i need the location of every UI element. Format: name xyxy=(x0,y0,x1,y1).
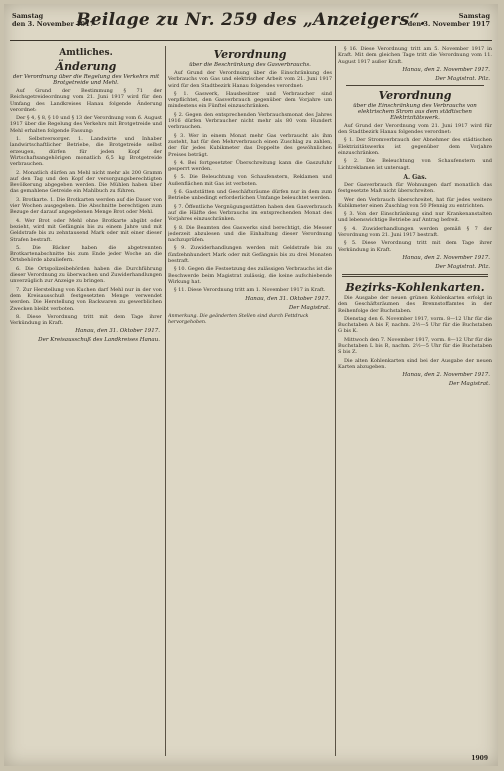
divider xyxy=(342,274,488,277)
paragraph: 2. Monatlich dürfen an Mehl nicht mehr als 200 Gramm auf den Tag und den Kopf der versorgungsberechtigten Bevölkerung abgegeben werden. Die Mühlen haben über das gemahlene Getreide ein Mahlbuch zu führen. xyxy=(10,169,162,195)
signature-authority: Der Magistrat. Pilz. xyxy=(435,75,490,82)
paragraph: § 4. Bei fortgesetzter Überschreitung kann die Gaszufuhr gesperrt werden. xyxy=(168,159,332,173)
signature-date: Hanau, den 31. Oktober 1917. xyxy=(75,328,160,335)
section-heading: Amtliches. xyxy=(59,48,113,58)
article-title: Änderung xyxy=(55,60,117,73)
paragraph: § 8. Die Beamten des Gaswerks sind berechtigt, die Messer jederzeit abzulesen und die Einhaltung dieser Verordnung nachzuprüfen. xyxy=(168,224,332,244)
paragraph: § 4. Zuwiderhandlungen werden gemäß § 7 der Verordnung vom 21. Juni 1917 bestraft. xyxy=(338,225,492,239)
paragraph: 5. Die Bäcker haben die abgetrennten Brotkartenabschnitte bis zum Ende jeder Woche an die Ortsbehörde abzuliefern. xyxy=(10,244,162,264)
paragraph: 6. Die Ortspolizeibehörden haben die Durchführung dieser Verordnung zu überwachen und Zuwiderhandlungen unverzüglich zur Anzeige zu bringen. xyxy=(10,265,162,285)
paragraph: § 9. Zuwiderhandlungen werden mit Geldstrafe bis zu fünfzehnhundert Mark oder mit Gefängnis bis zu drei Monaten bestraft. xyxy=(168,245,332,265)
paragraph: 8. Diese Verordnung tritt mit dem Tage ihrer Verkündung in Kraft. xyxy=(10,313,162,327)
paragraph: Mittwoch den 7. November 1917, vorm. 8—12 Uhr für die Buchstaben L bis R, nachm. 2½—5 Uhr für die Buchstaben S bis Z. xyxy=(338,336,492,356)
column-right xyxy=(338,46,492,758)
column-rule xyxy=(165,46,166,756)
paragraph: § 7. Öffentliche Vergnügungsstätten haben den Gasverbrauch auf die Hälfte des Verbrauchs im entsprechenden Monat des Vorjahres einzuschränken. xyxy=(168,203,332,223)
signature-date: Hanau, den 2. November 1917. xyxy=(402,372,490,379)
paragraph: Wer den Verbrauch überschreitet, hat für jedes weitere Kubikmeter einen Zuschlag von 50 Pfennig zu entrichten. xyxy=(338,196,492,209)
header-date-text-left: den 3. November 1917 xyxy=(12,20,95,28)
paragraph: 4. Wer Brot oder Mehl ohne Brotkarte abgibt oder bezieht, wird mit Gefängnis bis zu einem Jahre und mit Geldstrafe bis zu zehntausend Mark oder mit einer dieser Strafen bestraft. xyxy=(10,217,162,243)
page-header xyxy=(10,10,492,41)
article-subtitle: über die Einschränkung des Verbrauchs von elektrischem Strom aus dem städtischen Elektrizitätswerk. xyxy=(353,102,477,121)
column-rule xyxy=(335,46,336,756)
paragraph: Der Gasverbrauch für Wohnungen darf monatlich das festgesetzte Maß nicht überschreiten. xyxy=(338,181,492,195)
article-title: Bezirks-Kohlenkarten. xyxy=(345,280,485,294)
paragraph: § 3. Von der Einschränkung sind nur Krankenanstalten und lebenswichtige Betriebe auf Antrag befreit. xyxy=(338,211,492,224)
paragraph: Die alten Kohlenkarten sind bei der Ausgabe der neuen Karten abzugeben. xyxy=(338,357,492,370)
paragraph: § 5. Die Beleuchtung von Schaufenstern, Reklamen und Außenflächen mit Gas ist verboten. xyxy=(168,174,332,187)
paragraph: § 16. Diese Verordnung tritt am 5. November 1917 in Kraft. Mit dem gleichen Tage tritt die Verordnung vom 11. August 1917 außer Kraft. xyxy=(338,46,492,65)
signature-authority: Der Magistrat. xyxy=(288,304,330,311)
paragraph: § 2. Gegen den entsprechenden Verbrauchsmonat des Jahres 1916 dürfen Verbraucher nicht mehr als 80 vom Hundert verbrauchen. xyxy=(168,111,332,131)
signature-authority: Der Kreisausschuß des Landkreises Hanau. xyxy=(38,337,160,344)
article-subtitle: der Verordnung über die Regelung des Verkehrs mit Brotgetreide und Mehl. xyxy=(12,74,160,86)
paragraph: § 6. Gaststätten und Geschäftsräume dürfen nur in dem zum Betriebe unbedingt erforderlichen Umfange beleuchtet werden. xyxy=(168,189,332,202)
paragraph: Der § 4, § 8, § 10 und § 13 der Verordnung vom 6. August 1917 über die Regelung des Verkehrs mit Brotgetreide und Mehl erhalten folgende Fassung: xyxy=(10,115,162,134)
paragraph: Auf Grund der Verordnung vom 21. Juni 1917 wird für den Stadtbezirk Hanau folgendes verordnet: xyxy=(338,122,492,136)
column-left xyxy=(10,46,162,758)
paragraph: 3. Brotkarte. 1. Die Brotkarten werden auf die Dauer von vier Wochen ausgegeben. Die Abschnitte berechtigen zum Bezuge der darauf angegebenen Menge Brot oder Mehl. xyxy=(10,196,162,216)
page-title: Beilage zu Nr. 259 des „Anzeigers“. xyxy=(76,10,426,30)
page-number: 1909 xyxy=(471,755,488,762)
divider xyxy=(346,85,484,86)
paragraph: § 1. Der Stromverbrauch der Abnehmer des städtischen Elektrizitätswerks ist gegenüber dem Vorjahre einzuschränken. xyxy=(338,137,492,157)
newspaper-page xyxy=(4,4,498,766)
paragraph: § 5. Diese Verordnung tritt mit dem Tage ihrer Verkündung in Kraft. xyxy=(338,240,492,253)
paragraph: Die Ausgabe der neuen grünen Kohlenkarten erfolgt in den Geschäftsräumen des Brennstoffamtes in der Reihenfolge der Buchstaben. xyxy=(338,294,492,314)
header-date-right xyxy=(408,12,490,28)
header-weekday-left: Samstag xyxy=(12,12,44,20)
footnote: Anmerkung. Die geänderten Stellen sind durch Fettdruck hervorgehoben. xyxy=(168,313,309,325)
paragraph: § 3. Wer in einem Monat mehr Gas verbraucht als ihm zusteht, hat für den Mehrverbrauch einen Zuschlag zu zahlen, der für jedes Kubikmeter das Doppelte des gewöhnlichen Preises beträgt. xyxy=(168,132,332,158)
signature-date: Hanau, den 2. November 1917. xyxy=(402,254,490,261)
paragraph: Dienstag den 6. November 1917, vorm. 8—12 Uhr für die Buchstaben A bis F, nachm. 2½—5 Uhr für die Buchstaben G bis K. xyxy=(338,315,492,335)
paragraph: § 10. Gegen die Festsetzung des zulässigen Verbrauchs ist die Beschwerde beim Magistrat zulässig, die keine aufschiebende Wirkung hat. xyxy=(168,266,332,285)
section-subheading: A. Gas. xyxy=(403,173,427,181)
signature-authority: Der Magistrat. Pilz. xyxy=(435,263,490,270)
article-title: Verordnung xyxy=(213,48,287,61)
signature-date: Hanau, den 31. Oktober 1917. xyxy=(245,295,330,302)
signature-date: Hanau, den 2. November 1917. xyxy=(402,66,490,73)
article-title: Verordnung xyxy=(378,88,452,102)
paragraph: Auf Grund der Bestimmung § 71 der Reichsgetreideordnung vom 21. Juni 1917 wird für den Umfang des Landkreises Hanau folgende Änderung verordnet: xyxy=(10,88,162,113)
article-subtitle: über die Beschränkung des Gasverbrauchs. xyxy=(189,62,311,68)
paragraph: 1. Selbstversorger. 1. Landwirte und Inhaber landwirtschaftlicher Betriebe, die Brotgetreide selbst erzeugen, dürfen für jeden Kopf der Wirtschaftsangehörigen monatlich 6,5 kg Brotgetreide verbrauchen. xyxy=(10,136,162,168)
paragraph: § 1. Gaswerk, Hausbesitzer und Verbraucher sind verpflichtet, den Gasverbrauch gegenüber dem Vorjahre um mindestens ein Fünftel einzuschränken. xyxy=(168,90,332,110)
signature-authority: Der Magistrat. xyxy=(448,381,490,388)
column-middle xyxy=(168,46,332,758)
paragraph: § 11. Diese Verordnung tritt am 1. November 1917 in Kraft. xyxy=(174,287,326,294)
paragraph: Auf Grund der Verordnung über die Einschränkung des Verbrauchs von Gas und elektrischer Arbeit vom 21. Juni 1917 wird für den Stadtbezirk Hanau folgendes verordnet: xyxy=(168,70,332,89)
header-weekday-right: Samstag xyxy=(458,12,490,20)
paragraph: § 2. Die Beleuchtung von Schaufenstern und Lichtreklamen ist untersagt. xyxy=(338,158,492,171)
header-date-text-right: den 3. November 1917 xyxy=(407,20,490,28)
paragraph: 7. Zur Herstellung von Kuchen darf Mehl nur in der von dem Kreisausschuß festgesetzten Menge verwendet werden. Die Herstellung von Backwaren zu gewerblichen Zwecken bleibt verboten. xyxy=(10,286,162,312)
